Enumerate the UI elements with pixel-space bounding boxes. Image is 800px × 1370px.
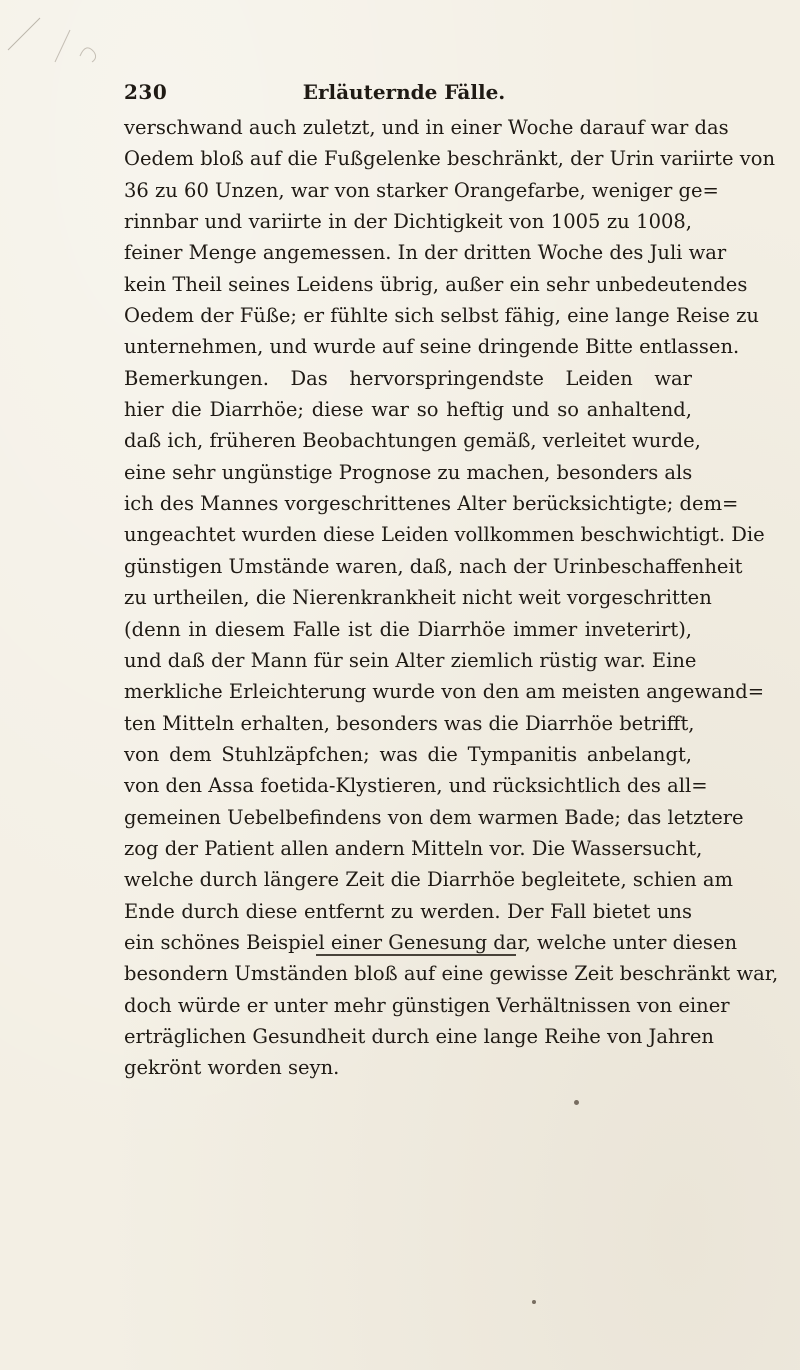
text-line: ungeachtet wurden diese Leiden vollkommen beschwichtigt. Die — [124, 523, 765, 547]
text-line: doch würde er unter mehr günstigen Verhältnissen von einer — [124, 993, 730, 1017]
text-line: 36 zu 60 Unzen, war von starker Orangefarbe, weniger ge= — [124, 178, 719, 202]
text-line: hier die Diarrhöe; diese war so heftig und so anhaltend, — [124, 398, 692, 422]
page-number: 230 — [124, 80, 168, 104]
running-title: Erläuternde Fälle. — [302, 80, 506, 104]
text-line: daß ich, früheren Beobachtungen gemäß, verleitet wurde, — [124, 429, 701, 453]
text-line: kein Theil seines Leidens übrig, außer ein sehr unbedeutendes — [124, 272, 748, 296]
page-speck — [532, 1300, 536, 1304]
end-rule — [316, 954, 516, 956]
text-line: besondern Umständen bloß auf eine gewisse Zeit beschränkt war, — [124, 962, 779, 986]
text-line: gemeinen Uebelbefindens von dem warmen Bade; das letztere — [124, 805, 744, 829]
text-line: zog der Patient allen andern Mitteln vor. Die Wassersucht, — [124, 836, 703, 860]
text-line: günstigen Umstände waren, daß, nach der Urinbeschaffenheit — [124, 554, 743, 578]
body-text — [124, 112, 779, 1084]
page-speck — [574, 1100, 579, 1105]
text-line: rinnbar und variirte in der Dichtigkeit von 1005 zu 1008, — [124, 210, 692, 234]
text-line: von den Assa foetida-Klystieren, und rücksichtlich des all= — [124, 774, 708, 798]
text-line: verschwand auch zuletzt, und in einer Woche darauf war das — [124, 116, 729, 139]
page-header — [124, 80, 684, 110]
text-line: und daß der Mann für sein Alter ziemlich rüstig war. Eine — [124, 648, 697, 672]
text-line: welche durch längere Zeit die Diarrhöe begleitete, schien am — [124, 868, 734, 892]
text-line: ich des Mannes vorgeschrittenes Alter berücksichtigte; dem= — [124, 492, 739, 516]
text-line: unternehmen, und wurde auf seine dringende Bitte entlassen. — [124, 335, 740, 359]
text-line: Ende durch diese entfernt zu werden. Der Fall bietet uns — [124, 899, 692, 923]
text-line: zu urtheilen, die Nierenkrankheit nicht weit vorgeschritten — [124, 586, 712, 610]
text-line: von dem Stuhlzäpfchen; was die Tympanitis anbelangt, — [124, 742, 692, 766]
text-line: erträglichen Gesundheit durch eine lange Reihe von Jahren — [124, 1024, 714, 1048]
text-line: Oedem der Füße; er fühlte sich selbst fähig, eine lange Reise zu — [124, 304, 759, 328]
text-line: feiner Menge angemessen. In der dritten Woche des Juli war — [124, 241, 727, 265]
corner-pencil-marks — [0, 0, 120, 70]
text-line: Oedem bloß auf die Fußgelenke beschränkt, der Urin variirte von — [124, 147, 776, 171]
text-line: ten Mitteln erhalten, besonders was die Diarrhöe betrifft, — [124, 711, 695, 735]
text-line: gekrönt worden seyn. — [124, 1056, 340, 1080]
text-line: Bemerkungen. Das hervorspringendste Leiden war — [124, 366, 692, 390]
text-line: (denn in diesem Falle ist die Diarrhöe immer inveterirt), — [124, 617, 692, 641]
text-line: merkliche Erleichterung wurde von den am meisten angewand= — [124, 680, 765, 704]
text-line: ein schönes Beispiel einer Genesung dar, welche unter diesen — [124, 930, 738, 954]
text-line: eine sehr ungünstige Prognose zu machen, besonders als — [124, 460, 693, 484]
